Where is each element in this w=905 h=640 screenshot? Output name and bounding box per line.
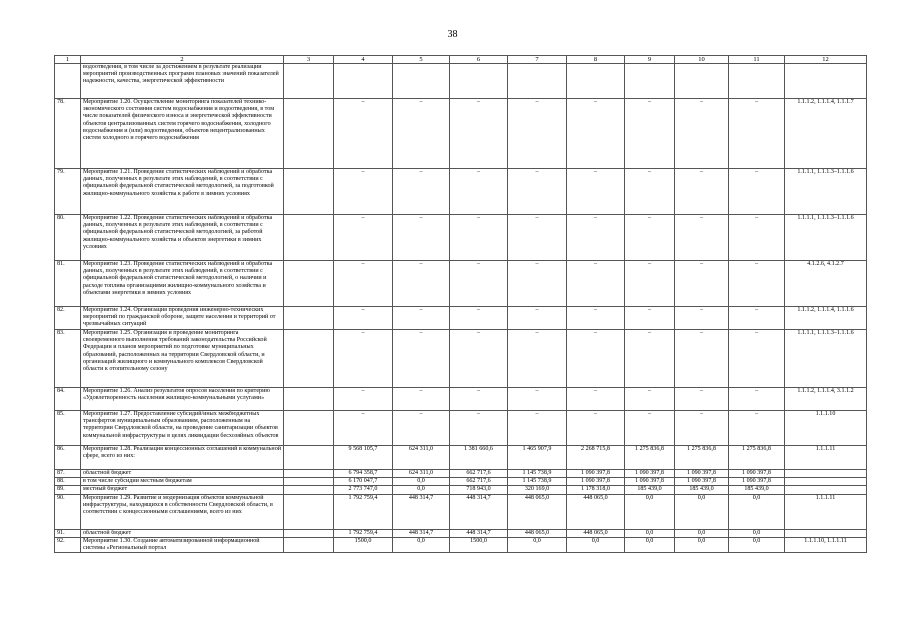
value-cell: – bbox=[393, 330, 450, 388]
value-cell: 0,0 bbox=[675, 529, 729, 537]
value-cell: 448 065,0 bbox=[508, 529, 567, 537]
value-cell bbox=[334, 64, 393, 99]
measure-name: Мероприятие 1.20. Осуществление мониторинга показателей технико-экономического состояния систем водоснабжения и водоотведения, в том числе показателей физического износа и энергетической эффективности объектов централизованных систем горячего водоснабжения, холодного водоснабжения и (или) водоотведения, объектов нецентрализованных систем холодного и горячего водоснабжения bbox=[81, 99, 284, 169]
value-cell: – bbox=[567, 169, 625, 215]
value-cell: – bbox=[334, 169, 393, 215]
target-indicator: 1.1.1.2, 1.1.1.4, 1.1.1.7 bbox=[785, 99, 867, 169]
value-cell bbox=[625, 64, 675, 99]
value-cell: – bbox=[567, 388, 625, 411]
measure-name: Мероприятие 1.26. Анализ результатов опросов населения по критерию «Удовлетворенность населения жилищно-коммунальными услугами» bbox=[81, 388, 284, 411]
value-cell: – bbox=[625, 307, 675, 330]
table-row bbox=[55, 494, 867, 529]
value-cell: 2 268 715,8 bbox=[567, 446, 625, 470]
table-row bbox=[55, 388, 867, 411]
value-cell: – bbox=[508, 99, 567, 169]
value-cell: – bbox=[450, 411, 508, 446]
column-header: 11 bbox=[729, 56, 785, 64]
value-cell: – bbox=[508, 261, 567, 307]
row-number bbox=[55, 64, 81, 99]
value-cell: – bbox=[508, 330, 567, 388]
value-cell: 448 065,0 bbox=[508, 494, 567, 529]
value-cell: – bbox=[729, 411, 785, 446]
value-cell: – bbox=[675, 330, 729, 388]
value-cell bbox=[284, 330, 334, 388]
column-header: 12 bbox=[785, 56, 867, 64]
value-cell: – bbox=[334, 99, 393, 169]
value-cell: – bbox=[450, 388, 508, 411]
value-cell bbox=[675, 64, 729, 99]
table-row bbox=[55, 64, 867, 99]
value-cell: – bbox=[625, 169, 675, 215]
table-row bbox=[55, 411, 867, 446]
value-cell: 448 314,7 bbox=[450, 529, 508, 537]
target-indicator bbox=[785, 470, 867, 478]
value-cell: – bbox=[450, 261, 508, 307]
value-cell: – bbox=[729, 307, 785, 330]
value-cell: – bbox=[334, 411, 393, 446]
column-header: 1 bbox=[55, 56, 81, 64]
table-row bbox=[55, 215, 867, 261]
header-row bbox=[55, 56, 867, 64]
measure-name: Мероприятие 1.28. Реализация концессионных соглашений в коммунальной сфере, всего из них: bbox=[81, 446, 284, 470]
table-row bbox=[55, 99, 867, 169]
value-cell: – bbox=[729, 388, 785, 411]
value-cell: 0,0 bbox=[729, 529, 785, 537]
value-cell bbox=[284, 215, 334, 261]
value-cell: 448 314,7 bbox=[393, 494, 450, 529]
table-row bbox=[55, 529, 867, 537]
value-cell: 0,0 bbox=[625, 529, 675, 537]
value-cell bbox=[508, 64, 567, 99]
measure-name: областной бюджет bbox=[81, 470, 284, 478]
value-cell: 1 090 397,8 bbox=[675, 470, 729, 478]
value-cell: – bbox=[675, 411, 729, 446]
value-cell: – bbox=[334, 261, 393, 307]
value-cell: – bbox=[625, 215, 675, 261]
value-cell: – bbox=[567, 215, 625, 261]
value-cell: 1 145 738,9 bbox=[508, 470, 567, 478]
target-indicator: 1.1.1.2, 1.1.1.4, 1.1.1.6 bbox=[785, 307, 867, 330]
value-cell: – bbox=[729, 330, 785, 388]
row-number: 87. bbox=[55, 470, 81, 478]
value-cell: – bbox=[675, 307, 729, 330]
value-cell: 1 792 759,4 bbox=[334, 529, 393, 537]
row-number: 90. bbox=[55, 494, 81, 529]
row-number: 82. bbox=[55, 307, 81, 330]
value-cell: 662 717,6 bbox=[450, 470, 508, 478]
value-cell: – bbox=[508, 215, 567, 261]
value-cell: 662 717,6 bbox=[450, 478, 508, 486]
value-cell: – bbox=[625, 388, 675, 411]
value-cell: – bbox=[393, 215, 450, 261]
column-header: 7 bbox=[508, 56, 567, 64]
value-cell: – bbox=[393, 411, 450, 446]
value-cell: – bbox=[393, 261, 450, 307]
value-cell: – bbox=[334, 330, 393, 388]
table-row bbox=[55, 537, 867, 552]
value-cell: 0,0 bbox=[393, 486, 450, 494]
table-row bbox=[55, 486, 867, 494]
value-cell: 0,0 bbox=[729, 494, 785, 529]
measure-name: Мероприятие 1.23. Проведение статистических наблюдений и обработка данных, полученных в результате этих наблюдений, в соответствии с официальной федеральной статистической методологией, о наличии и расходе топлива организациями жилищно-коммунального хозяйства и объектами энергетики в зимних условиях bbox=[81, 261, 284, 307]
table-row bbox=[55, 307, 867, 330]
value-cell: – bbox=[393, 99, 450, 169]
value-cell: – bbox=[625, 99, 675, 169]
value-cell: – bbox=[729, 261, 785, 307]
value-cell: 1 090 397,8 bbox=[625, 478, 675, 486]
page-number: 38 bbox=[447, 29, 458, 40]
target-indicator: 1.1.1.11 bbox=[785, 446, 867, 470]
value-cell: 1 090 397,8 bbox=[625, 470, 675, 478]
target-indicator: 1.1.1.2, 1.1.1.4, 3.1.1.2 bbox=[785, 388, 867, 411]
value-cell: 1 792 759,4 bbox=[334, 494, 393, 529]
value-cell: – bbox=[729, 215, 785, 261]
row-number: 89. bbox=[55, 486, 81, 494]
value-cell bbox=[393, 64, 450, 99]
value-cell bbox=[284, 486, 334, 494]
value-cell bbox=[450, 64, 508, 99]
column-header: 5 bbox=[393, 56, 450, 64]
value-cell: 1500,0 bbox=[334, 537, 393, 552]
value-cell bbox=[284, 470, 334, 478]
value-cell: 1 090 397,8 bbox=[729, 478, 785, 486]
value-cell: – bbox=[450, 330, 508, 388]
row-number: 85. bbox=[55, 411, 81, 446]
value-cell: – bbox=[393, 169, 450, 215]
target-indicator: 4.1.2.6, 4.1.2.7 bbox=[785, 261, 867, 307]
column-header: 9 bbox=[625, 56, 675, 64]
row-number: 83. bbox=[55, 330, 81, 388]
value-cell: – bbox=[508, 411, 567, 446]
measure-name: местный бюджет bbox=[81, 486, 284, 494]
value-cell bbox=[284, 388, 334, 411]
table-row bbox=[55, 446, 867, 470]
measure-name: Мероприятие 1.24. Организация проведения инженерно-технических мероприятий по гражданской обороне, защите населения и территорий от чрезвычайных ситуаций bbox=[81, 307, 284, 330]
column-header: 8 bbox=[567, 56, 625, 64]
value-cell: 1 275 836,8 bbox=[729, 446, 785, 470]
value-cell: 0,0 bbox=[625, 494, 675, 529]
value-cell: 718 943,0 bbox=[450, 486, 508, 494]
table-row bbox=[55, 330, 867, 388]
target-indicator bbox=[785, 478, 867, 486]
value-cell: – bbox=[567, 99, 625, 169]
column-header: 10 bbox=[675, 56, 729, 64]
target-indicator: 1.1.1.1, 1.1.1.3–1.1.1.6 bbox=[785, 330, 867, 388]
value-cell: 185 439,0 bbox=[675, 486, 729, 494]
value-cell: 1 178 318,0 bbox=[567, 486, 625, 494]
value-cell: – bbox=[675, 261, 729, 307]
row-number: 92. bbox=[55, 537, 81, 552]
value-cell: – bbox=[567, 411, 625, 446]
value-cell: – bbox=[729, 99, 785, 169]
value-cell: 0,0 bbox=[567, 537, 625, 552]
table-row bbox=[55, 261, 867, 307]
target-indicator: 1.1.1.10 bbox=[785, 411, 867, 446]
value-cell: – bbox=[567, 261, 625, 307]
row-number: 86. bbox=[55, 446, 81, 470]
value-cell: 6 170 047,7 bbox=[334, 478, 393, 486]
value-cell: – bbox=[675, 99, 729, 169]
measure-name: Мероприятие 1.25. Организация и проведение мониторинга своевременного выполнения требований законодательства Российской Федерации и планов мероприятий по подготовке муниципальных образований, расположенных на территории Свердловской области, и организаций жилищного и коммунального комплексов Свердловской области к отопительному сезону bbox=[81, 330, 284, 388]
value-cell: 185 439,0 bbox=[729, 486, 785, 494]
value-cell: 6 794 358,7 bbox=[334, 470, 393, 478]
value-cell: 320 169,0 bbox=[508, 486, 567, 494]
value-cell: 1 275 836,8 bbox=[625, 446, 675, 470]
value-cell: 0,0 bbox=[393, 537, 450, 552]
value-cell: – bbox=[334, 307, 393, 330]
value-cell: – bbox=[675, 169, 729, 215]
target-indicator bbox=[785, 64, 867, 99]
value-cell: – bbox=[508, 388, 567, 411]
column-header: 2 bbox=[81, 56, 284, 64]
measure-name: Мероприятие 1.29. Развитие и модернизация объектов коммунальной инфраструктуры, находящихся в собственности Свердловской области, в соответствии с концессионными соглашениями, всего из них bbox=[81, 494, 284, 529]
column-header: 3 bbox=[284, 56, 334, 64]
value-cell: 1 465 907,9 bbox=[508, 446, 567, 470]
value-cell: 0,0 bbox=[393, 478, 450, 486]
program-table bbox=[54, 55, 867, 553]
value-cell: 624 311,0 bbox=[393, 446, 450, 470]
row-number: 81. bbox=[55, 261, 81, 307]
column-header: 4 bbox=[334, 56, 393, 64]
row-number: 78. bbox=[55, 99, 81, 169]
table-row bbox=[55, 478, 867, 486]
value-cell: 1 090 397,8 bbox=[567, 470, 625, 478]
value-cell bbox=[729, 64, 785, 99]
value-cell: 448 065,0 bbox=[567, 494, 625, 529]
value-cell bbox=[284, 411, 334, 446]
row-number: 88. bbox=[55, 478, 81, 486]
value-cell: – bbox=[567, 330, 625, 388]
target-indicator bbox=[785, 486, 867, 494]
value-cell: – bbox=[450, 99, 508, 169]
value-cell: 1 090 397,8 bbox=[567, 478, 625, 486]
row-number: 84. bbox=[55, 388, 81, 411]
target-indicator: 1.1.1.1, 1.1.1.3–1.1.1.6 bbox=[785, 215, 867, 261]
target-indicator: 1.1.1.10, 1.1.1.11 bbox=[785, 537, 867, 552]
value-cell: – bbox=[393, 388, 450, 411]
measure-name: областной бюджет bbox=[81, 529, 284, 537]
value-cell: 185 439,0 bbox=[625, 486, 675, 494]
value-cell: 2 773 747,0 bbox=[334, 486, 393, 494]
value-cell: – bbox=[334, 388, 393, 411]
value-cell: – bbox=[508, 169, 567, 215]
value-cell bbox=[284, 169, 334, 215]
measure-name: Мероприятие 1.30. Создание автоматизированной информационной системы «Региональный портал bbox=[81, 537, 284, 552]
value-cell: 0,0 bbox=[675, 537, 729, 552]
value-cell: 1 381 660,6 bbox=[450, 446, 508, 470]
value-cell: – bbox=[625, 330, 675, 388]
row-number: 91. bbox=[55, 529, 81, 537]
row-number: 80. bbox=[55, 215, 81, 261]
value-cell: 448 314,7 bbox=[450, 494, 508, 529]
measure-name: Мероприятие 1.22. Проведение статистических наблюдений и обработка данных, полученных в результате этих наблюдений, в соответствии с официальной федеральной статистической методологией, за работой жилищно-коммунального хозяйства и объектов энергетики в зимних условиях bbox=[81, 215, 284, 261]
table-row bbox=[55, 470, 867, 478]
value-cell: 0,0 bbox=[625, 537, 675, 552]
measure-name: Мероприятие 1.27. Предоставление субсидий/иных межбюджетных трансфертов муниципальным образованиям, расположенным на территории Свердловской области, на проведение санитаризации объектов коммунальной инфраструктуры в целях ликвидации бесхозяйных объектов bbox=[81, 411, 284, 446]
value-cell: – bbox=[393, 307, 450, 330]
value-cell: 448 065,0 bbox=[567, 529, 625, 537]
value-cell: 9 568 105,7 bbox=[334, 446, 393, 470]
value-cell: 0,0 bbox=[675, 494, 729, 529]
value-cell: – bbox=[450, 215, 508, 261]
value-cell: – bbox=[675, 215, 729, 261]
column-header: 6 bbox=[450, 56, 508, 64]
value-cell: 624 311,0 bbox=[393, 470, 450, 478]
value-cell: – bbox=[625, 411, 675, 446]
value-cell bbox=[284, 529, 334, 537]
value-cell: – bbox=[729, 169, 785, 215]
value-cell: 448 314,7 bbox=[393, 529, 450, 537]
table-body bbox=[55, 56, 867, 553]
value-cell: 1500,0 bbox=[450, 537, 508, 552]
target-indicator: 1.1.1.11 bbox=[785, 494, 867, 529]
value-cell: – bbox=[508, 307, 567, 330]
value-cell bbox=[567, 64, 625, 99]
value-cell bbox=[284, 537, 334, 552]
table-row bbox=[55, 169, 867, 215]
value-cell bbox=[284, 478, 334, 486]
value-cell: – bbox=[334, 215, 393, 261]
measure-name: водоотведения, в том числе за достижением в результате реализации мероприятий производственных программ плановых значений показателей надежности, качества, энергетической эффективности bbox=[81, 64, 284, 99]
value-cell: – bbox=[625, 261, 675, 307]
value-cell bbox=[284, 261, 334, 307]
value-cell: – bbox=[450, 169, 508, 215]
value-cell bbox=[284, 64, 334, 99]
value-cell bbox=[284, 99, 334, 169]
value-cell bbox=[284, 446, 334, 470]
value-cell: 1 145 738,9 bbox=[508, 478, 567, 486]
value-cell bbox=[284, 307, 334, 330]
measure-name: Мероприятие 1.21. Проведение статистических наблюдений и обработка данных, полученных в результате этих наблюдений, в соответствии с официальной федеральной статистической методологией, за подготовкой жилищно-коммунального хозяйства к работе в зимних условиях bbox=[81, 169, 284, 215]
target-indicator bbox=[785, 529, 867, 537]
value-cell: 1 090 397,8 bbox=[729, 470, 785, 478]
value-cell: 0,0 bbox=[729, 537, 785, 552]
value-cell: 1 090 397,8 bbox=[675, 478, 729, 486]
value-cell: 0,0 bbox=[508, 537, 567, 552]
target-indicator: 1.1.1.1, 1.1.1.3–1.1.1.6 bbox=[785, 169, 867, 215]
measure-name: в том числе субсидии местным бюджетам bbox=[81, 478, 284, 486]
value-cell: 1 275 836,8 bbox=[675, 446, 729, 470]
value-cell bbox=[284, 494, 334, 529]
value-cell: – bbox=[675, 388, 729, 411]
value-cell: – bbox=[450, 307, 508, 330]
row-number: 79. bbox=[55, 169, 81, 215]
value-cell: – bbox=[567, 307, 625, 330]
